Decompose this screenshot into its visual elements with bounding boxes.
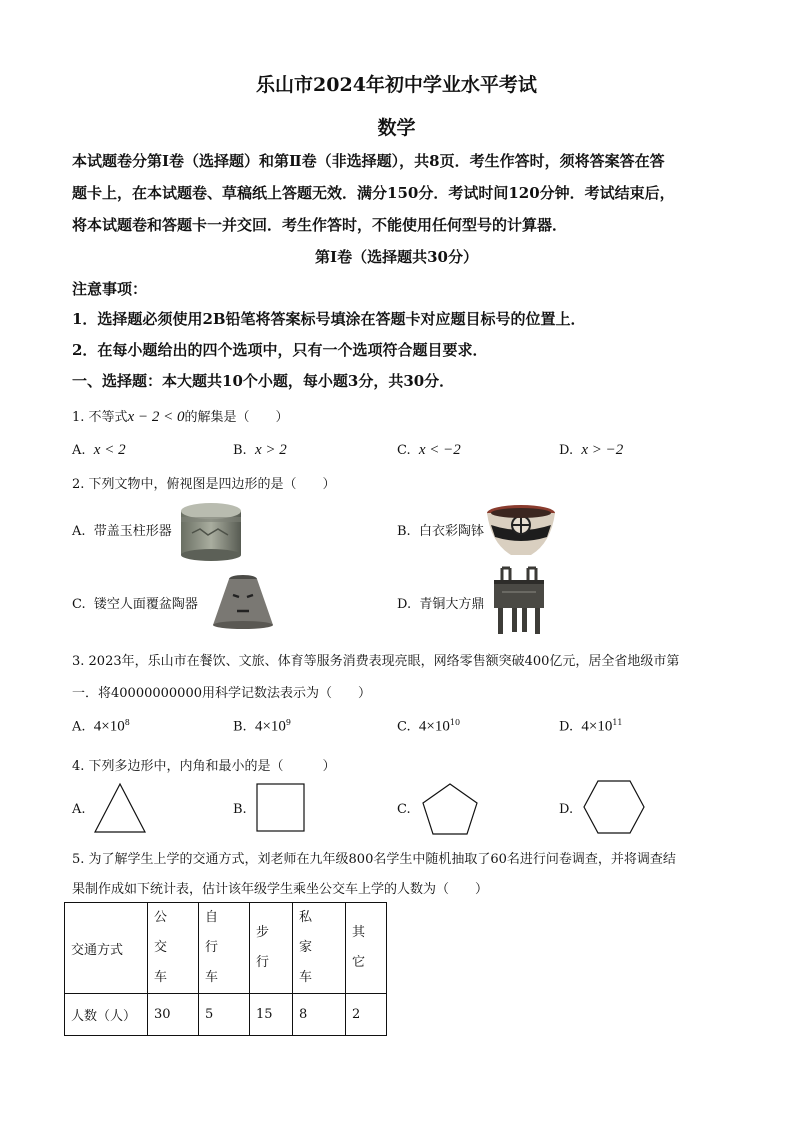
option-text: x < 2	[93, 442, 126, 458]
bronze-ding-icon	[488, 566, 550, 636]
table-cell	[346, 903, 387, 994]
question-5-line-1: 5. 为了解学生上学的交通方式，刘老师在九年级800名学生中随机抽取了60名进行问卷调查，并将调查结	[72, 852, 676, 867]
table-cell: 30	[148, 994, 199, 1036]
question-2: 2. 下列文物中，俯视图是四边形的是（ ）	[72, 477, 336, 492]
q1-option-d[interactable]	[559, 442, 623, 459]
option-text: x > −2	[581, 442, 624, 458]
option-letter: D.	[559, 719, 574, 735]
option-text: 带盖玉柱形器	[93, 524, 172, 539]
option-letter: A.	[72, 443, 86, 458]
q2-option-a[interactable]	[72, 520, 172, 539]
cell-text: 车	[154, 970, 168, 985]
table-cell	[199, 903, 250, 994]
q1-option-a[interactable]	[72, 442, 126, 459]
option-letter: A.	[72, 524, 86, 539]
q3-option-b[interactable]	[233, 718, 291, 735]
q4-option-d[interactable]: D.	[559, 802, 574, 817]
q4-option-a[interactable]: A.	[72, 802, 86, 817]
option-letter: D.	[397, 597, 412, 612]
table-cell	[148, 903, 199, 994]
table-cell: 2	[346, 994, 387, 1036]
row-header: 交通方式	[65, 903, 148, 994]
option-text: 青铜大方鼎	[419, 597, 485, 612]
cell-text: 其	[352, 925, 366, 940]
face-pottery-icon	[207, 573, 279, 629]
q4-option-b[interactable]: B.	[233, 802, 247, 817]
cell-text: 行	[256, 955, 270, 970]
table-cell: 5	[199, 994, 250, 1036]
q1-option-c[interactable]	[397, 442, 461, 459]
triangle-icon	[93, 782, 147, 834]
option-base: 4×10	[254, 718, 286, 735]
exam-title: 乐山市2024年初中学业水平考试	[256, 74, 537, 96]
question-1	[72, 406, 288, 426]
question-3-line-1: 3. 2023年，乐山市在餐饮、文旅、体育等服务消费表现亮眼，网络零售额突破400亿元，居全省地级市第	[72, 654, 680, 669]
table-cell: 8	[293, 994, 346, 1036]
table-cell	[250, 903, 293, 994]
note-2: 2．在每小题给出的四个选项中，只有一个选项符合题目要求．	[72, 341, 488, 359]
cell-text: 公交	[154, 910, 179, 955]
row-header: 人数（人）	[65, 994, 148, 1036]
q2-option-c[interactable]	[72, 593, 198, 612]
option-base: 4×10	[581, 718, 613, 735]
q4-option-c[interactable]: C.	[397, 802, 411, 817]
q1-option-b[interactable]	[233, 442, 287, 459]
jade-cylinder-icon	[178, 499, 244, 563]
question-3-line-2: 一．将40000000000用科学记数法表示为（ ）	[72, 686, 371, 701]
option-letter: C.	[397, 443, 411, 458]
q2-option-d[interactable]	[397, 593, 484, 612]
stats-table	[64, 902, 387, 1036]
table-row	[65, 994, 387, 1036]
hexagon-icon	[582, 779, 646, 835]
notes-title: 注意事项：	[72, 280, 148, 298]
subject-title: 数学	[377, 117, 416, 139]
option-letter: C.	[397, 719, 411, 735]
option-exponent: 9	[285, 718, 292, 727]
q1-prefix: 1. 不等式	[72, 410, 128, 425]
part-title: 一、选择题：本大题共10个小题，每小题3分，共30分．	[72, 372, 455, 390]
intro-line-3: 将本试题卷和答题卡一并交回．考生作答时，不能使用任何型号的计算器．	[72, 216, 568, 234]
table-cell	[293, 903, 346, 994]
q1-expression: x − 2 < 0	[127, 409, 185, 425]
option-exponent: 8	[124, 718, 130, 727]
option-exponent: 10	[449, 718, 461, 727]
option-letter: B.	[233, 443, 247, 458]
option-letter: A.	[72, 719, 86, 735]
section-heading: 第Ⅰ卷（选择题共30分）	[315, 248, 478, 266]
table-cell: 15	[250, 994, 293, 1036]
note-1: 1．选择题必须使用2B铅笔将答案标号填涂在答题卡对应题目标号的位置上．	[72, 310, 586, 328]
pentagon-icon	[421, 782, 479, 836]
option-letter: C.	[72, 597, 86, 612]
painted-bowl-icon	[485, 503, 557, 557]
option-letter: D.	[559, 443, 574, 458]
option-text: 白衣彩陶钵	[418, 524, 484, 539]
cell-text: 车	[205, 970, 219, 985]
square-icon	[256, 783, 306, 833]
option-text: 镂空人面覆盆陶器	[93, 597, 198, 612]
option-text: x > 2	[254, 442, 287, 458]
cell-text: 步	[256, 925, 270, 940]
option-letter: B.	[397, 524, 411, 539]
option-letter: B.	[233, 719, 247, 735]
intro-line-1: 本试题卷分第Ⅰ卷（选择题）和第Ⅱ卷（非选择题），共8页．考生作答时，须将答案答在答	[72, 152, 665, 170]
option-text: x < −2	[418, 442, 461, 458]
q3-option-a[interactable]	[72, 718, 130, 735]
q1-suffix: 的解集是（ ）	[184, 410, 289, 425]
cell-text: 私家	[299, 910, 324, 955]
option-base: 4×10	[93, 718, 125, 735]
intro-line-2: 题卡上，在本试题卷、草稿纸上答题无效．满分150分．考试时间120分钟．考试结束后，	[72, 184, 675, 202]
question-5-line-2: 果制作成如下统计表，估计该年级学生乘坐公交车上学的人数为（ ）	[72, 882, 489, 897]
q3-option-c[interactable]	[397, 718, 460, 735]
option-exponent: 11	[612, 718, 623, 727]
option-base: 4×10	[418, 718, 450, 735]
question-4: 4. 下列多边形中，内角和最小的是（ ）	[72, 759, 336, 774]
q2-option-b[interactable]	[397, 520, 484, 539]
q3-option-d[interactable]	[559, 718, 623, 735]
table-row	[65, 903, 387, 994]
cell-text: 它	[352, 955, 366, 970]
cell-text: 车	[299, 970, 313, 985]
cell-text: 自行	[205, 910, 230, 955]
